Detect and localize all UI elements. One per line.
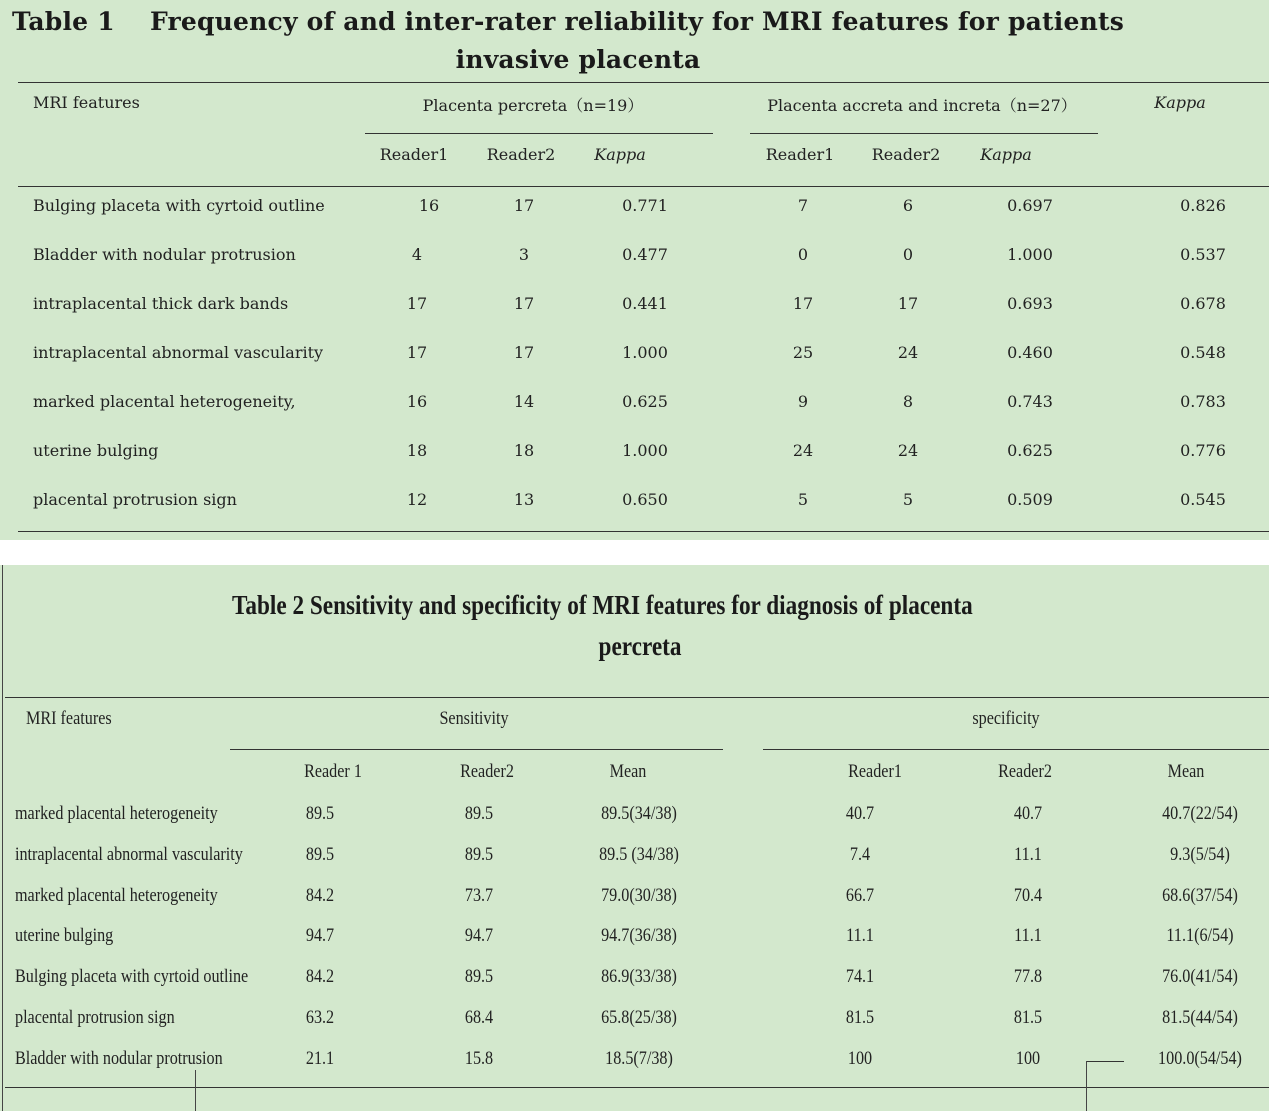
table2-cell-spec-reader2: 11.1 (1014, 925, 1042, 947)
table2-cell-spec-reader1: 11.1 (846, 925, 874, 947)
table2-cell-sens-mean: 94.7(36/38) (601, 925, 677, 947)
table2-cell-sens-reader1: 84.2 (305, 884, 335, 906)
table1-cell-reader2-count-b: 8 (902, 392, 914, 411)
table2-group-sensitivity: Sensitivity (439, 708, 509, 729)
table2-cell-spec-reader2: 77.8 (1013, 966, 1043, 988)
table2-cell-sens-mean: 89.5(34/38) (601, 803, 677, 824)
table1-row-feature: uterine bulging (33, 441, 159, 460)
table2-cell-sens-reader1: 94.7 (305, 925, 335, 947)
table2-cell-spec-mean: 76.0(41/54) (1162, 966, 1238, 988)
table2-title-line2-wrap (592, 631, 688, 662)
table1-sub-kappa-b: Kappa (980, 145, 1032, 164)
table1-sub-reader2b: Reader2 (871, 145, 941, 164)
table1-cell-kappa-percreta: 0.650 (622, 490, 668, 509)
table2-row-feature: intraplacental abnormal vascularity (15, 843, 243, 865)
table2-cell-spec-mean: 100.0(54/54) (1158, 1047, 1242, 1069)
table1-cell-kappa-percreta: 1.000 (622, 441, 668, 460)
table2-cell-sens-reader2: 15.8 (464, 1047, 494, 1069)
table2-cell-sens-reader1: 21.1 (305, 1047, 335, 1069)
table2-top-rule (5, 697, 1269, 698)
table1-cell-kappa-accreta: 0.697 (1007, 196, 1053, 215)
table1-sub-reader1b: Reader1 (765, 145, 835, 164)
table1-cell-reader2-count: 13 (513, 490, 535, 509)
table1-row-feature: Bladder with nodular protrusion (33, 245, 296, 264)
table1-cell-kappa-overall: 0.678 (1180, 294, 1226, 313)
table1-row-feature: Bulging placeta with cyrtoid outline (33, 196, 325, 215)
table1-cell-reader1-count-b: 9 (797, 392, 809, 411)
table2-sub-mean-a: Mean (609, 761, 647, 782)
table1-group2-rule (750, 133, 1098, 134)
table1-cell-reader1-count-b: 25 (792, 343, 814, 362)
table1-header-rule (18, 186, 1269, 187)
table1-cell-kappa-overall: 0.545 (1180, 490, 1226, 509)
table2-row-feature: marked placental heterogeneity (15, 884, 218, 906)
table1-label: Table 1 (12, 7, 115, 36)
table2-cell-spec-reader1: 7.4 (849, 843, 871, 865)
table1-cell-reader1-count-b: 5 (797, 490, 809, 509)
table1-cell-reader2-count: 17 (513, 294, 535, 313)
table2-sub-reader1a: Reader 1 (304, 761, 362, 782)
table1-cell-kappa-accreta: 0.625 (1007, 441, 1053, 460)
table1-cell-kappa-accreta: 0.460 (1007, 343, 1053, 362)
table2-col-features: MRI features (26, 708, 112, 729)
table2-row-feature: placental protrusion sign (15, 1007, 175, 1028)
table2-cell-spec-mean: 40.7(22/54) (1162, 803, 1238, 824)
table2-cell-spec-reader1: 66.7 (845, 884, 875, 906)
table2-title-line2: percreta (598, 631, 682, 661)
table2-sub-mean-b: Mean (1167, 761, 1205, 782)
table1-cell-reader1-count: 16 (406, 392, 428, 411)
table1-group1-rule (365, 133, 713, 134)
table2-stray-line-right-h (1086, 1061, 1124, 1062)
table1-sub-reader1a: Reader1 (379, 145, 449, 164)
table2-cell-sens-reader2: 73.7 (464, 884, 494, 906)
table2-row-feature: Bulging placeta with cyrtoid outline (15, 966, 249, 988)
table1-row-feature: placental protrusion sign (33, 490, 237, 509)
table1-cell-reader2-count-b: 5 (902, 490, 914, 509)
table1-sub-kappa-a: Kappa (594, 145, 646, 164)
table2-cell-spec-mean: 9.3(5/54) (1170, 843, 1230, 865)
table1-cell-reader1-count: 18 (406, 441, 428, 460)
table1-cell-kappa-accreta: 0.693 (1007, 294, 1053, 313)
table1-col-features: MRI features (33, 93, 140, 112)
table1-cell-reader1-count-b: 7 (797, 196, 809, 215)
table2-cell-spec-reader1: 100 (847, 1047, 873, 1069)
table2-cell-spec-reader1: 81.5 (845, 1007, 875, 1028)
table2-sub-reader2b: Reader2 (998, 761, 1052, 782)
table2-sub-reader2a: Reader2 (460, 761, 514, 782)
table1-cell-reader2-count-b: 24 (897, 441, 919, 460)
table1-title-line2: invasive placenta (455, 45, 701, 74)
table2-row-feature: Bladder with nodular protrusion (15, 1047, 223, 1069)
table1-cell-reader1-count: 17 (406, 343, 428, 362)
table2-cell-sens-reader2: 89.5 (464, 803, 494, 824)
table2-cell-spec-reader2: 70.4 (1013, 884, 1043, 906)
table1-cell-kappa-accreta: 0.743 (1007, 392, 1053, 411)
table2-cell-spec-reader2: 11.1 (1014, 843, 1042, 865)
table2-cell-sens-reader2: 94.7 (464, 925, 494, 947)
table2-cell-sens-mean: 65.8(25/38) (601, 1007, 677, 1028)
table2-panel (0, 565, 1269, 1111)
table1-cell-reader2-count: 17 (513, 343, 535, 362)
table1-row-feature: marked placental heterogeneity, (33, 392, 296, 411)
table2-sub-reader1b: Reader1 (848, 761, 902, 782)
table2-row-feature: uterine bulging (15, 925, 114, 947)
table2-cell-sens-mean: 89.5 (34/38) (599, 843, 679, 865)
table2-cell-spec-mean: 81.5(44/54) (1162, 1007, 1238, 1028)
table1-cell-kappa-overall: 0.826 (1180, 196, 1226, 215)
table1-cell-reader2-count-b: 24 (897, 343, 919, 362)
table1-cell-kappa-percreta: 0.625 (622, 392, 668, 411)
table1-cell-kappa-overall: 0.548 (1180, 343, 1226, 362)
table2-group-specificity: specificity (972, 708, 1040, 729)
table1-cell-kappa-overall: 0.783 (1180, 392, 1226, 411)
table1-cell-kappa-accreta: 0.509 (1007, 490, 1053, 509)
table2-stray-line-left (195, 1070, 196, 1111)
table1-sub-reader2a: Reader2 (486, 145, 556, 164)
table1-cell-reader2-count-b: 6 (902, 196, 914, 215)
table1-cell-reader1-count: 12 (406, 490, 428, 509)
table1-cell-kappa-percreta: 0.477 (622, 245, 668, 264)
table1-cell-kappa-overall: 0.537 (1180, 245, 1226, 264)
table2-cell-spec-mean: 11.1(6/54) (1166, 925, 1234, 947)
table2-group1-rule (230, 749, 723, 750)
table2-left-border (2, 565, 3, 1111)
table1-col-kappa: Kappa (1154, 93, 1206, 112)
table2-cell-sens-reader1: 84.2 (305, 966, 335, 988)
table2-cell-spec-reader2: 100 (1015, 1047, 1041, 1069)
table2-cell-spec-reader1: 40.7 (845, 803, 875, 824)
table1-title-line1: Frequency of and inter-rater reliability for MRI features for patients (150, 7, 1124, 36)
table1-cell-kappa-percreta: 0.441 (622, 294, 668, 313)
table1-cell-reader2-count: 14 (513, 392, 535, 411)
table1-group-percreta: Placenta percreta（n=19） (422, 96, 644, 115)
table1-cell-reader2-count-b: 0 (902, 245, 914, 264)
table2-cell-sens-reader1: 89.5 (305, 803, 335, 824)
table1-cell-reader1-count-b: 24 (792, 441, 814, 460)
table1-cell-kappa-overall: 0.776 (1180, 441, 1226, 460)
table2-cell-sens-reader2: 89.5 (464, 843, 494, 865)
table1-cell-reader1-count: 16 (418, 196, 440, 215)
table2-cell-spec-reader2: 81.5 (1013, 1007, 1043, 1028)
table2-cell-sens-reader1: 89.5 (305, 843, 335, 865)
table1-cell-kappa-accreta: 1.000 (1007, 245, 1053, 264)
table1-cell-kappa-percreta: 0.771 (622, 196, 668, 215)
table1-cell-reader1-count: 17 (406, 294, 428, 313)
table1-cell-kappa-percreta: 1.000 (622, 343, 668, 362)
table1-cell-reader1-count: 4 (411, 245, 423, 264)
table2-title-line1: Table 2 Sensitivity and specificity of MRI features for diagnosis of placenta (232, 590, 973, 620)
table1-cell-reader1-count-b: 17 (792, 294, 814, 313)
table2-row-feature: marked placental heterogeneity (15, 803, 218, 824)
table2-cell-sens-mean: 86.9(33/38) (601, 966, 677, 988)
table1-cell-reader1-count-b: 0 (797, 245, 809, 264)
table2-cell-sens-mean: 79.0(30/38) (601, 884, 677, 906)
table2-group2-rule (763, 749, 1269, 750)
table1-top-rule (18, 82, 1269, 83)
table1-panel (0, 0, 1269, 540)
table1-row-feature: intraplacental thick dark bands (33, 294, 289, 313)
table1-cell-reader2-count-b: 17 (897, 294, 919, 313)
table2-cell-spec-reader2: 40.7 (1013, 803, 1043, 824)
table1-cell-reader2-count: 3 (518, 245, 530, 264)
table2-cell-sens-reader2: 89.5 (464, 966, 494, 988)
table2-cell-sens-reader2: 68.4 (464, 1007, 494, 1028)
table2-cell-sens-mean: 18.5(7/38) (605, 1047, 673, 1069)
table2-stray-line-right-v (1086, 1061, 1087, 1111)
table1-group-accreta: Placenta accreta and increta（n=27） (767, 96, 1077, 115)
table2-cell-spec-reader1: 74.1 (845, 966, 875, 988)
table2-cell-sens-reader1: 63.2 (305, 1007, 335, 1028)
table1-bottom-rule (18, 531, 1269, 532)
table2-cell-spec-mean: 68.6(37/54) (1162, 884, 1238, 906)
table1-row-feature: intraplacental abnormal vascularity (33, 343, 324, 362)
table1-cell-reader2-count: 17 (513, 196, 535, 215)
table1-cell-reader2-count: 18 (513, 441, 535, 460)
